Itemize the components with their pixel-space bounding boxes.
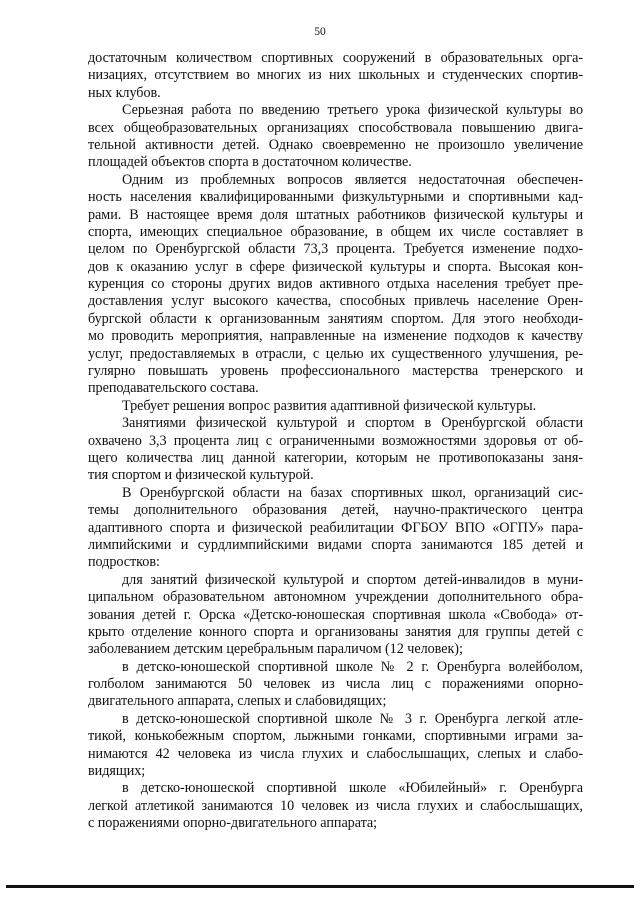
page-number: 50 — [314, 26, 326, 38]
paragraph-line: мо проводить мероприятия, направленные на изменение подходов к качеству — [88, 328, 583, 345]
paragraph-line: в детско-юношеской спортивной школе «Юбилейный» г. Оренбурга — [122, 780, 583, 797]
paragraph-line: тия спортом и физической культурой. — [88, 467, 314, 484]
paragraph — [88, 398, 583, 415]
paragraph-line: двигательного аппарата, слепых и слабовидящих; — [88, 693, 387, 710]
paragraph-line: голболом занимаются 50 человек из числа лиц с поражениями опорно- — [88, 676, 583, 693]
paragraph — [88, 711, 583, 781]
paragraph-line: всех общеобразовательных организациях способствовала повышению двига- — [88, 119, 583, 136]
paragraph — [88, 50, 583, 102]
paragraph-line: в детско-юношеской спортивной школе № 3 г. Оренбурга легкой атле- — [122, 710, 583, 727]
paragraph-line: тикой, конькобежным спортом, лыжными гонками, спортивными играми за- — [88, 728, 583, 745]
paragraph-line: Одним из проблемных вопросов является недостаточная обеспечен- — [122, 171, 583, 188]
paragraph-line: ных клубов. — [88, 84, 161, 101]
paragraph-line: преподавательского состава. — [88, 380, 259, 397]
paragraph-line: низациях, отсутствием во многих из них школьных и студенческих спортив- — [88, 67, 583, 84]
paragraph-line: Требует решения вопрос развития адаптивной физической культуры. — [122, 397, 537, 414]
paragraph — [88, 659, 583, 711]
paragraph-line: зования детей г. Орска «Детско-юношеская спортивная школа «Свобода» от- — [88, 606, 583, 623]
paragraph-line: целом по Оренбургской области 73,3 процента. Требуется изменение подхо- — [88, 241, 583, 258]
paragraph-line: щего количества лиц данной категории, которым не противопоказаны заня- — [88, 449, 583, 466]
paragraph-line: охвачено 3,3 процента лиц с ограниченными возможностями здоровья от об- — [88, 432, 583, 449]
paragraph-line: с поражениями опорно-двигательного аппарата; — [88, 815, 378, 832]
paragraph — [88, 485, 583, 572]
paragraph-line: ципальном образовательном автономном учреждении дополнительного обра- — [88, 589, 583, 606]
paragraph — [88, 415, 583, 485]
paragraph-line: адаптивного спорта и физической реабилитации ФГБОУ ВПО «ОГПУ» пара- — [88, 519, 583, 536]
paragraph-line: бургской области к организованным занятиям спортом. Для этого необходи- — [88, 310, 583, 327]
paragraph-line: услуг, предоставляемых в отрасли, с целью их существенного улучшения, ре- — [88, 345, 583, 362]
paragraph-line: в детско-юношеской спортивной школе № 2 г. Оренбурга волейболом, — [122, 658, 583, 675]
paragraph-line: дов к оказанию услуг в сфере физической культуры и спорта. Высокая кон- — [88, 258, 583, 275]
paragraph-line: куренция со стороны других видов активного отдыха населения требует пре- — [88, 276, 583, 293]
paragraph-line: рами. В настоящее время доля штатных работников физической культуры и — [88, 206, 583, 223]
paragraph-line: нимаются 42 человека из числа глухих и слабослышащих, слепых и слабо- — [88, 745, 583, 762]
paragraph-line: лимпийскими и сурдлимпийскими видами спорта занимаются 185 детей и — [88, 536, 583, 553]
paragraph-line: подростков: — [88, 554, 160, 571]
paragraph-line: легкой атлетикой занимаются 10 человек из числа глухих и слабослышащих, — [88, 797, 583, 814]
paragraph-line: гулярно повышать уровень профессионального мастерства тренерского и — [88, 363, 583, 380]
paragraph-line: Занятиями физической культурой и спортом в Оренбургской области — [122, 415, 583, 432]
paragraph — [88, 780, 583, 832]
paragraph-line: Серьезная работа по введению третьего урока физической культуры во — [122, 102, 583, 119]
paragraph — [88, 172, 583, 398]
paragraph-line: достаточным количеством спортивных сооружений в образовательных орга- — [88, 50, 583, 66]
paragraph-line: заболеванием детским церебральным параличом (12 человек); — [88, 641, 463, 658]
paragraph-line: видящих; — [88, 763, 146, 780]
paragraph — [88, 572, 583, 659]
body-text — [88, 50, 583, 833]
paragraph — [88, 102, 583, 172]
paragraph-line: тельной активности детей. Однако своевременно не произошло увеличение — [88, 136, 583, 153]
paragraph-line: крыто отделение конного спорта и организованы занятия для группы детей с — [88, 623, 583, 640]
paragraph-line: ность населения квалифицированными физкультурными и спортивными кад- — [88, 189, 583, 206]
paragraph-line: доставления услуг высокого качества, способных привлечь население Орен- — [88, 293, 583, 310]
paragraph-line: для занятий физической культурой и спортом детей-инвалидов в муни- — [122, 571, 583, 588]
paragraph-line: В Оренбургской области на базах спортивных школ, организаций сис- — [122, 484, 583, 501]
bottom-rule — [6, 885, 634, 888]
paragraph-line: площадей объектов спорта в достаточном количестве. — [88, 154, 412, 171]
paragraph-line: темы дополнительного образования детей, научно-практического центра — [88, 502, 583, 519]
paragraph-line: спорта, имеющих специальное образование, в общем их числе составляет в — [88, 223, 583, 240]
